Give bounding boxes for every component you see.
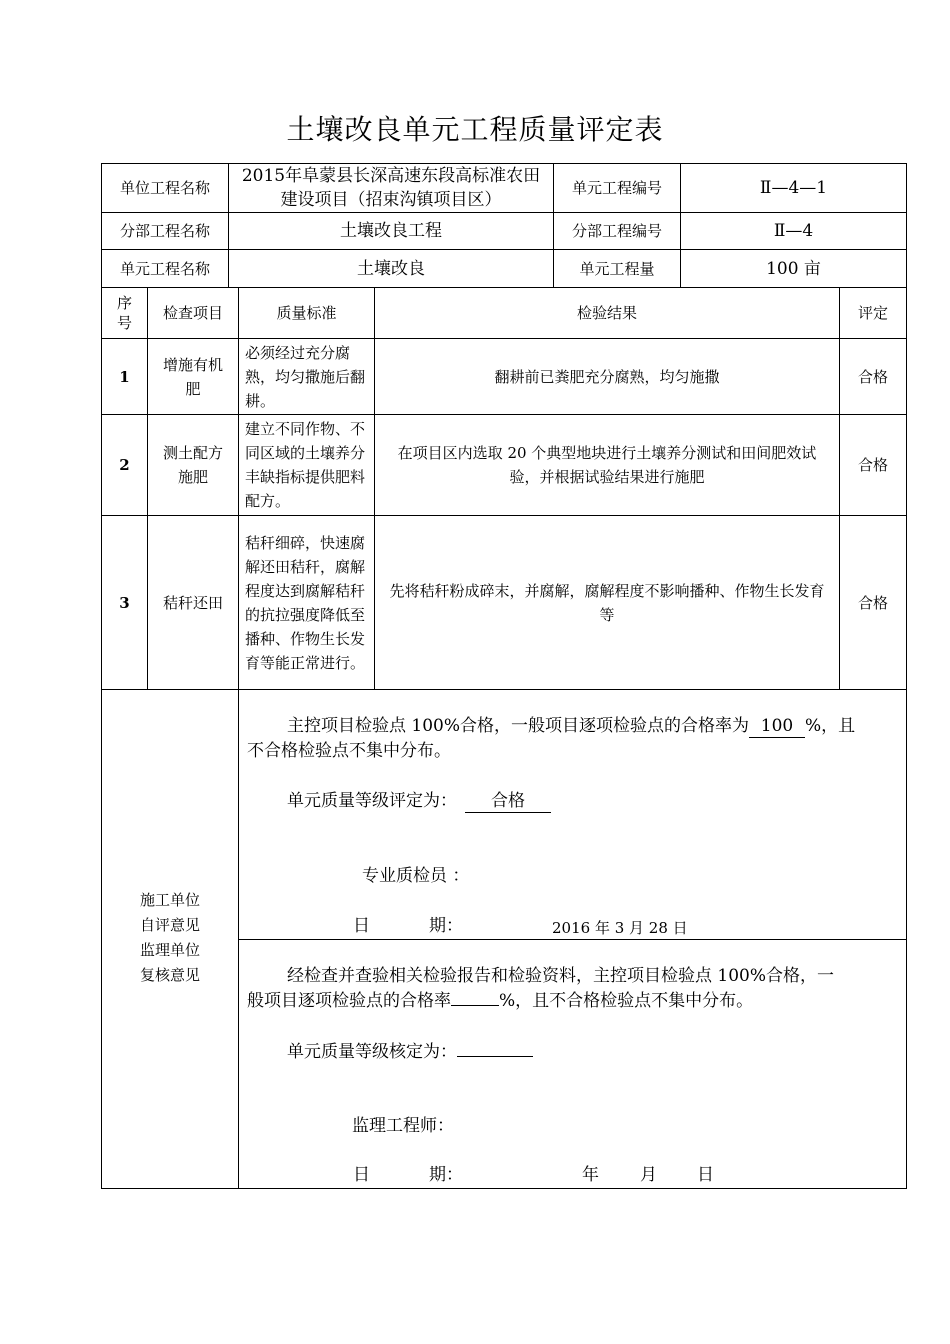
supervisor-year-label: 年	[582, 1165, 599, 1185]
supervisor-rate	[451, 1005, 499, 1006]
supervisor-para-line2	[247, 989, 753, 1014]
col-seq-header: 序号	[116, 294, 132, 332]
self-eval-date-label-2: 期：	[429, 916, 463, 936]
col-standard-header: 质量标准	[276, 304, 337, 322]
row-item: 测土配方施肥	[162, 444, 223, 486]
col-item-header: 检查项目	[162, 304, 223, 322]
supervisor-grade-label: 单元质量等级核定为：	[287, 1042, 457, 1062]
supervisor-month-label: 月	[640, 1165, 657, 1185]
self-eval-para-line2: 不合格检验点不集中分布。	[247, 741, 451, 761]
self-eval-grade-value: 合格	[465, 790, 551, 813]
opinion-label	[102, 888, 238, 988]
self-eval-para-line1	[287, 714, 855, 739]
supervisor-date-label-1: 日	[353, 1165, 370, 1185]
row-item: 增施有机肥	[162, 355, 223, 398]
row-standard: 建立不同作物、不同区域的土壤养分丰缺指标提供肥料配方。	[245, 420, 366, 510]
unit-project-value: 2015年阜蒙县长深高速东段高标准农田建设项目（招束沟镇项目区）	[241, 166, 541, 210]
supervisor-grade	[287, 1040, 533, 1065]
self-eval-text: 主控项目检验点 100%合格，一般项目逐项检验点的合格率为	[287, 716, 750, 736]
form-title: 土壤改良单元工程质量评定表	[286, 113, 664, 146]
opinion-label-line: 自评意见	[139, 916, 200, 934]
element-name-label: 单元工程名称	[119, 259, 210, 278]
row-standard: 必须经过充分腐熟，均匀撒施后翻耕。	[245, 343, 366, 410]
supervisor-grade-value	[457, 1056, 533, 1057]
row-item: 秸秆还田	[162, 593, 223, 612]
engineer-label: 监理工程师：	[352, 1116, 454, 1136]
supervisor-text: 般项目逐项检验点的合格率	[247, 991, 451, 1011]
row-rating: 合格	[857, 367, 888, 386]
supervisor-para-line1: 经检查并查验相关检验报告和检验资料，主控项目检验点 100%合格，一	[287, 966, 835, 986]
row-rating: 合格	[857, 593, 888, 612]
opinion-label-line: 复核意见	[139, 966, 200, 984]
self-eval-rate: 100	[749, 715, 805, 738]
opinion-label-line: 施工单位	[139, 891, 200, 909]
col-result-header: 检验结果	[576, 304, 637, 322]
row-standard: 秸秆细碎，快速腐解还田秸秆，腐解程度达到腐解秸秆的抗拉强度降低至播种、作物生长发育等能正常进行。	[245, 533, 366, 672]
supervisor-day-label: 日	[697, 1165, 714, 1185]
col-rating-header: 评定	[857, 304, 888, 322]
self-eval-grade-label: 单元质量等级评定为：	[287, 791, 457, 811]
row-result: 在项目区内选取 20 个典型地块进行土壤养分测试和田间肥效试验，并根据试验结果进行施肥	[397, 444, 817, 486]
self-eval-date-value: 2016 年 3 月 28 日	[552, 919, 688, 937]
opinion-label-line: 监理单位	[139, 941, 200, 959]
unit-project-label: 单位工程名称	[119, 179, 210, 197]
sub-code-label: 分部工程编号	[571, 222, 662, 240]
element-code-value: Ⅱ—4—1	[759, 178, 828, 198]
row-seq: 2	[119, 456, 130, 474]
row-seq: 1	[119, 367, 130, 386]
element-qty-label: 单元工程量	[579, 259, 655, 278]
row-result: 先将秸秆粉成碎末，并腐解，腐解程度不影响播种、作物生长发育等	[389, 581, 825, 624]
row-rating: 合格	[857, 456, 888, 474]
self-eval-date-label-1: 日	[353, 916, 370, 936]
element-code-label: 单元工程编号	[571, 179, 662, 197]
sub-project-value: 土壤改良工程	[340, 221, 442, 241]
sub-project-label: 分部工程名称	[119, 222, 210, 240]
supervisor-date-label-2: 期：	[429, 1165, 463, 1185]
self-eval-grade	[287, 789, 551, 814]
supervisor-text-b: %，且不合格检验点不集中分布。	[499, 991, 754, 1011]
row-result: 翻耕前已粪肥充分腐熟，均匀施撒	[494, 367, 720, 386]
sub-code-value: Ⅱ—4	[773, 221, 814, 241]
inspector-label: 专业质检员 ：	[362, 866, 470, 886]
row-seq: 3	[119, 593, 130, 612]
self-eval-text-b: %，且	[805, 716, 856, 736]
element-name-value: 土壤改良	[357, 258, 425, 279]
element-qty-value: 100 亩	[766, 258, 821, 279]
